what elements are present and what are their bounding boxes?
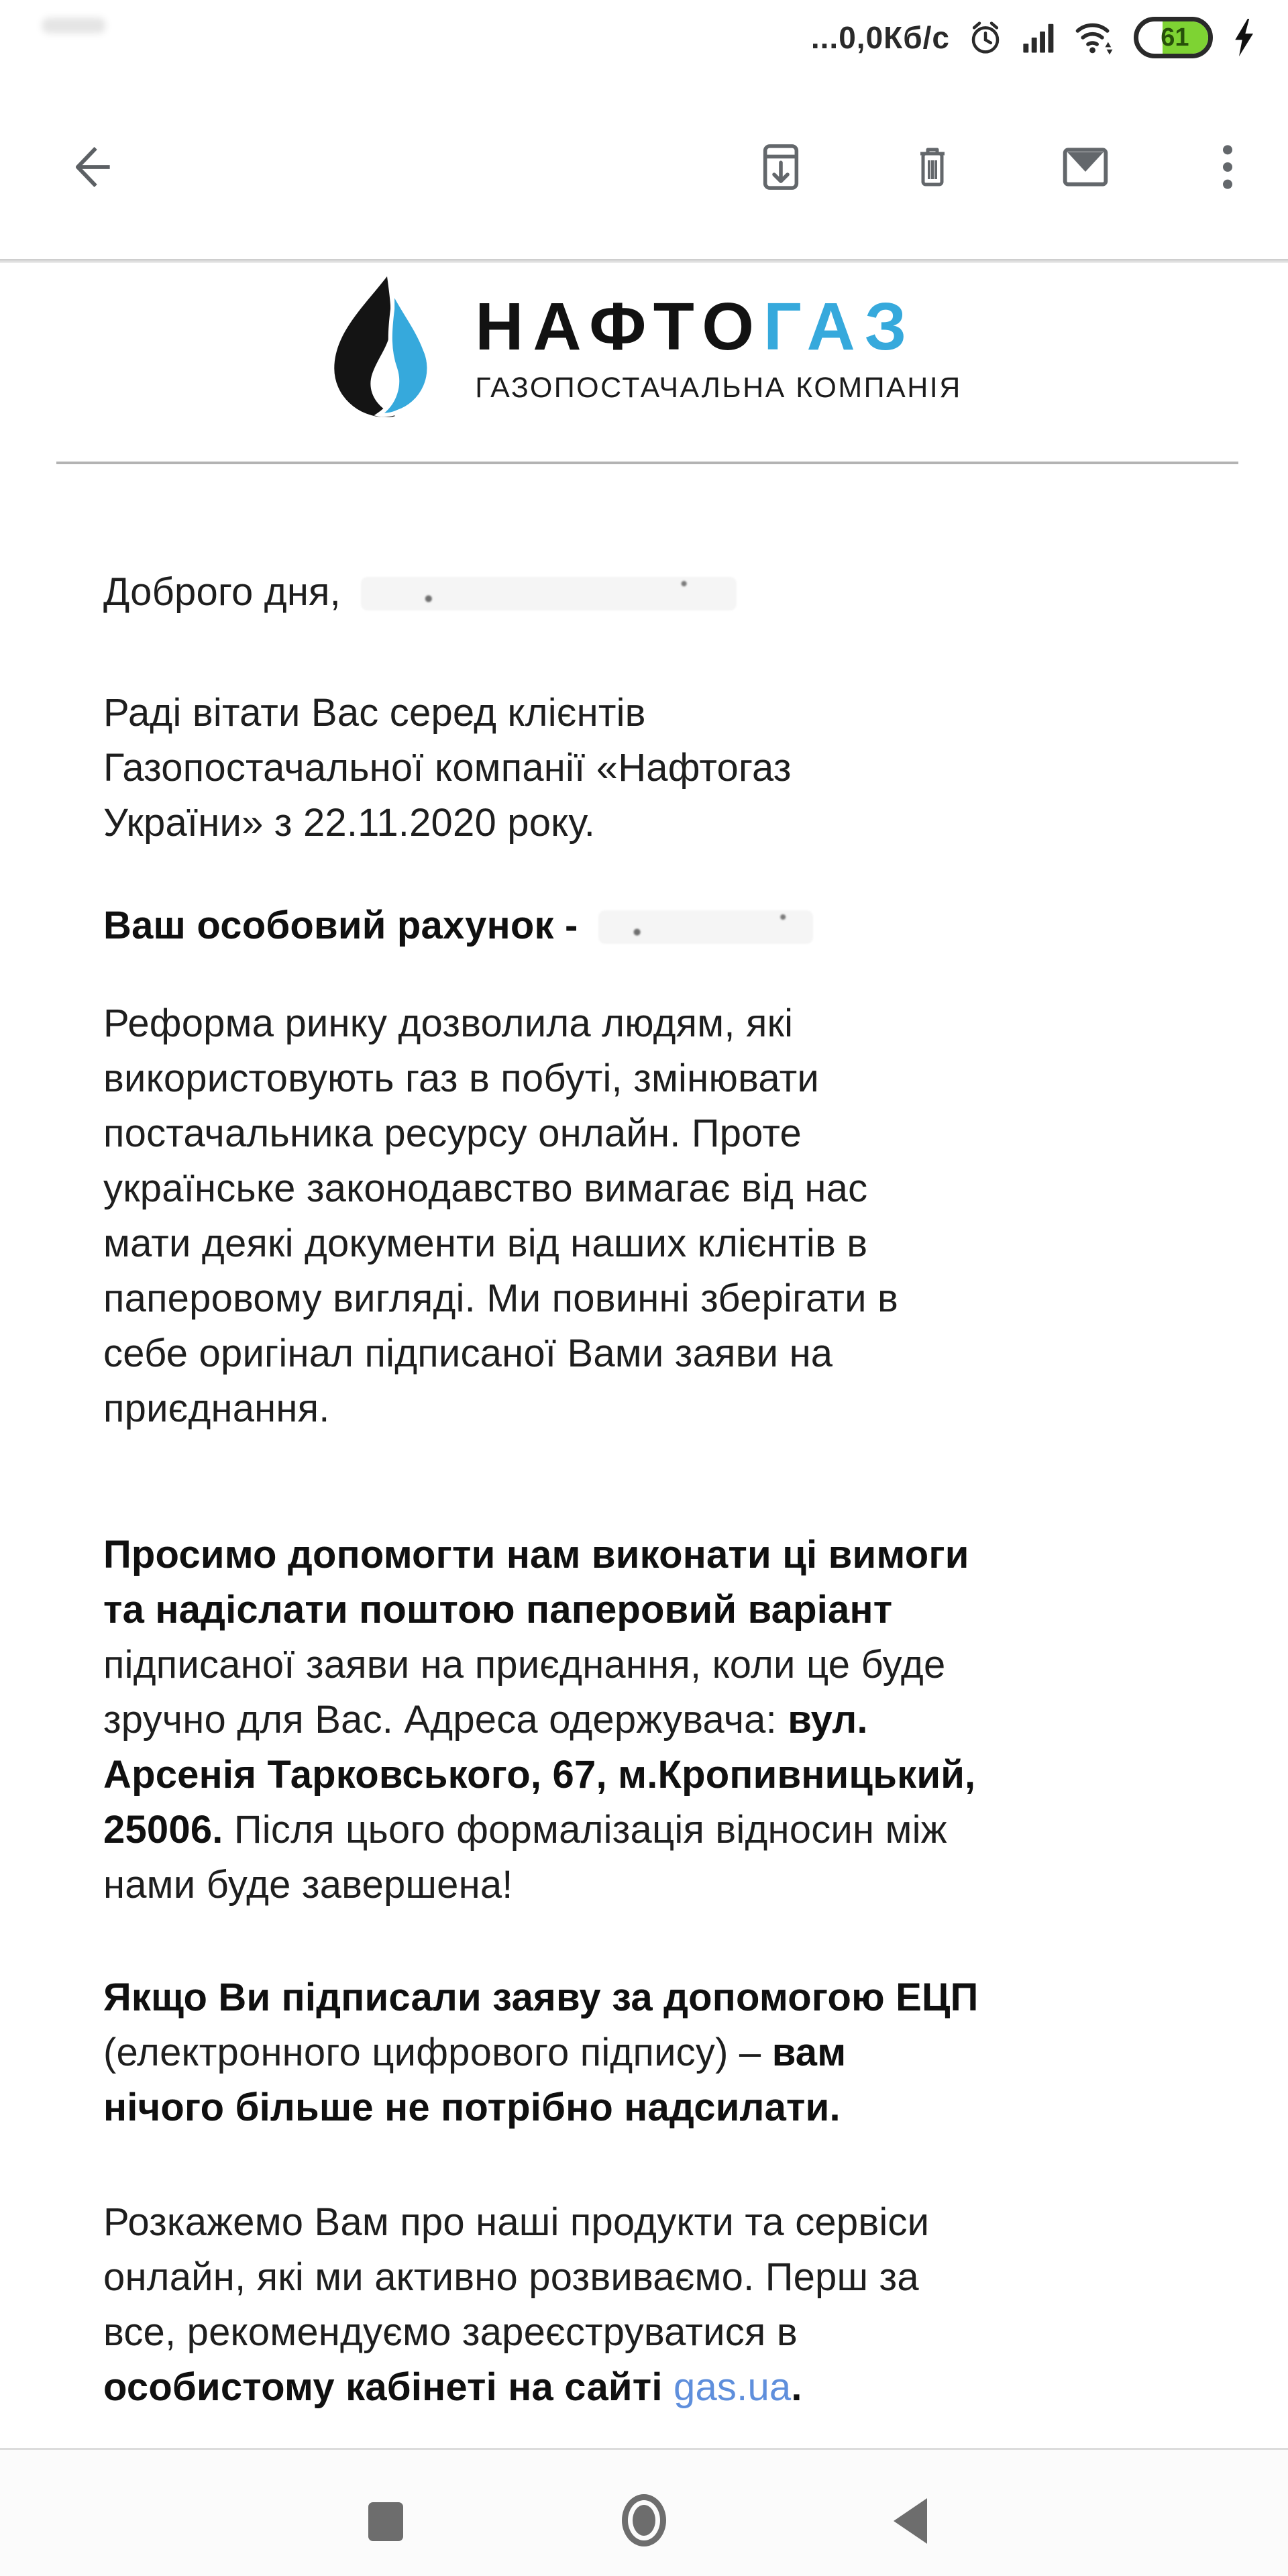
- email-paragraph: [103, 1527, 1261, 1913]
- text-line: [103, 686, 1261, 741]
- text-line: [103, 1527, 1261, 1582]
- text-run: постачальника ресурсу онлайн. Проте: [103, 1112, 802, 1155]
- text-run: Ваш особовий рахунок -: [103, 904, 578, 947]
- more-options-button[interactable]: [1214, 139, 1241, 195]
- text-run: підписаної заяви на приєднання, коли це буде: [103, 1643, 946, 1686]
- delete-button[interactable]: [908, 139, 957, 195]
- text-line: [103, 1803, 1261, 1858]
- mail-button[interactable]: [1057, 139, 1114, 195]
- email-paragraph: [103, 1970, 1261, 2135]
- logo-wordmark-dark: НАФТО: [475, 289, 764, 364]
- text-line: [103, 1216, 1261, 1271]
- logo-wordmark: [475, 289, 962, 364]
- text-line: [103, 1381, 1261, 1436]
- back-button[interactable]: [64, 139, 121, 195]
- email-paragraph: [103, 565, 1261, 620]
- text-run: використовують газ в побуті, змінювати: [103, 1057, 819, 1100]
- text-run: .: [791, 2365, 802, 2409]
- mail-icon: [1057, 139, 1114, 195]
- email-paragraph: [103, 2195, 1261, 2415]
- text-line: [103, 2080, 1261, 2135]
- text-run: мати деякі документи від наших клієнтів в: [103, 1222, 868, 1265]
- text-run: себе оригінал підписаної Вами заяви на: [103, 1332, 833, 1375]
- email-paragraph: [103, 898, 1261, 953]
- text-run: вам: [771, 2031, 847, 2074]
- text-line: [103, 1271, 1261, 1326]
- email-header: [0, 263, 1288, 464]
- network-speed-text: ...0,0Кб/с: [810, 20, 950, 55]
- text-run: Після цього формалізація відносин між: [223, 1808, 947, 1851]
- overflow-menu-icon: [1214, 139, 1241, 195]
- text-run: все, рекомендуємо зареєструватися в: [103, 2310, 798, 2354]
- text-line: [103, 741, 1261, 796]
- text-run: України» з 22.11.2020 року.: [103, 801, 596, 845]
- archive-button[interactable]: [754, 139, 808, 195]
- text-run: паперовому вигляді. Ми повинні зберігати в: [103, 1277, 899, 1320]
- battery-icon: [1134, 17, 1213, 58]
- email-paragraph: [103, 686, 1261, 851]
- text-line: [103, 1858, 1261, 1913]
- email-toolbar: [0, 75, 1288, 259]
- redacted-notification-icons: [42, 17, 106, 34]
- text-line: [103, 996, 1261, 1051]
- wifi-icon: [1075, 19, 1116, 56]
- text-run: 25006.: [103, 1808, 223, 1851]
- text-line: [103, 1693, 1261, 1748]
- text-run: приєднання.: [103, 1387, 330, 1430]
- text-run: Газопостачальної компанії «Нафтогаз: [103, 746, 792, 790]
- text-line: [103, 1748, 1261, 1803]
- charging-bolt-icon: [1230, 19, 1257, 56]
- text-run: (електронного цифрового підпису) –: [103, 2031, 772, 2074]
- text-line: [103, 2360, 1261, 2415]
- text-run: особистому кабінеті на сайті: [103, 2365, 674, 2409]
- naftogaz-logo: [0, 263, 1288, 420]
- text-line: [103, 2195, 1261, 2250]
- naftogaz-flame-icon: [326, 276, 445, 420]
- email-paragraph: [103, 996, 1261, 1436]
- text-line: [103, 2025, 1261, 2080]
- text-run: вул.: [788, 1698, 868, 1741]
- text-run: та надіслати поштою паперовий варіант: [103, 1588, 893, 1631]
- recents-square-icon[interactable]: [368, 2502, 403, 2541]
- gas-ua-link[interactable]: gas.ua: [674, 2365, 792, 2409]
- text-run: Раді вітати Вас серед клієнтів: [103, 691, 646, 735]
- home-circle-icon[interactable]: [622, 2494, 666, 2546]
- cell-signal-icon: [1021, 19, 1057, 56]
- text-run: Доброго дня,: [103, 570, 341, 614]
- text-run: онлайн, які ми активно розвиваємо. Перш за: [103, 2255, 919, 2299]
- text-run: Просимо допомогти нам виконати ці вимоги: [103, 1533, 969, 1576]
- text-line: [103, 2250, 1261, 2305]
- text-line: [103, 1051, 1261, 1106]
- text-run: Реформа ринку дозволила людям, які: [103, 1002, 794, 1045]
- text-line: [103, 565, 1261, 620]
- logo-subtitle: ГАЗОПОСТАЧАЛЬНА КОМПАНІЯ: [475, 372, 962, 404]
- text-line: [103, 1970, 1261, 2025]
- text-line: [103, 1326, 1261, 1381]
- text-line: [103, 1638, 1261, 1693]
- text-line: [103, 796, 1261, 851]
- trash-icon: [908, 139, 957, 195]
- logo-text-block: [475, 289, 962, 405]
- text-run: Розкажемо Вам про наші продукти та сервіси: [103, 2200, 930, 2244]
- back-arrow-icon: [64, 139, 121, 195]
- text-line: [103, 1106, 1261, 1161]
- text-line: [103, 2305, 1261, 2360]
- android-nav-bar: [0, 2448, 1288, 2576]
- text-line: [103, 1582, 1261, 1638]
- text-line: [103, 1161, 1261, 1216]
- email-body: [103, 464, 1261, 2415]
- text-run: Арсенія Тарковського, 67, м.Кропивницький,: [103, 1753, 976, 1796]
- back-triangle-icon[interactable]: [894, 2498, 927, 2544]
- text-line: [103, 898, 1261, 953]
- alarm-clock-icon: [967, 19, 1004, 56]
- status-bar: [0, 0, 1288, 75]
- redacted-text: [361, 577, 737, 610]
- home-circle-dot: [633, 2505, 655, 2536]
- text-run: нами буде завершена!: [103, 1863, 513, 1907]
- text-run: Якщо Ви підписали заяву за допомогою ЕЦП: [103, 1976, 979, 2019]
- redacted-text: [598, 910, 813, 944]
- text-run: зручно для Вас. Адреса одержувача:: [103, 1698, 788, 1741]
- text-run: нічого більше не потрібно надсилати.: [103, 2086, 841, 2129]
- text-run: українське законодавство вимагає від нас: [103, 1167, 868, 1210]
- logo-wordmark-accent: ГАЗ: [763, 289, 916, 364]
- archive-icon: [754, 139, 808, 195]
- battery-percent: 61: [1161, 23, 1189, 52]
